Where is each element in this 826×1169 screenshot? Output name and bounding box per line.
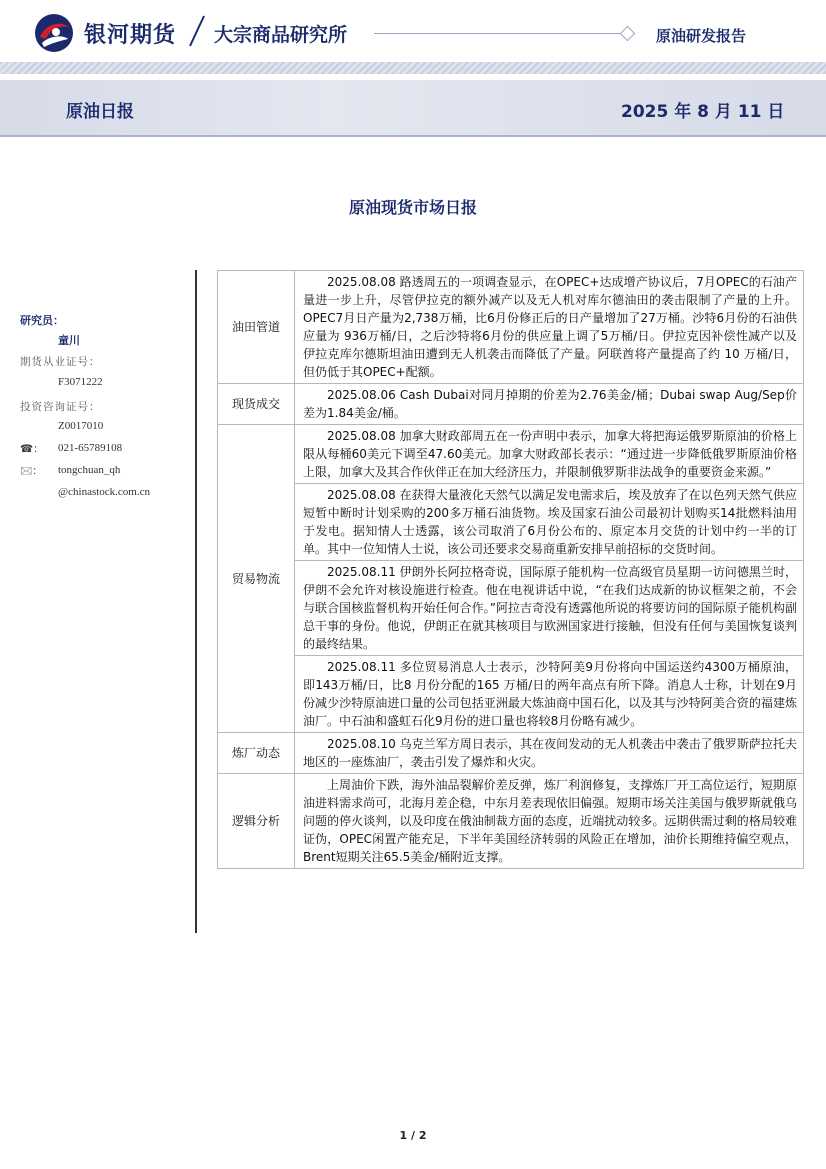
email-line-2: @chinastock.com.cn (58, 486, 150, 498)
content-cell (295, 774, 804, 869)
category-cell: 逻辑分析 (218, 774, 295, 869)
content-cell (295, 561, 804, 656)
content-cell (295, 384, 804, 425)
title-band-rule (0, 135, 826, 137)
category-cell: 炼厂动态 (218, 733, 295, 774)
phone-number: 021-65789108 (58, 442, 123, 454)
doc-type: 原油日报 (66, 102, 134, 122)
news-paragraph: 2025.08.08 在获得大量液化天然气以满足发电需求后，埃及放弃了在以色列天然气供应短暂中断时计划采购的200多万桶石油货物。埃及国家石油公司最初计划购买14批燃料油用于发电。据知情人士透露，该公司取消了6月份公布的、原定本月交货的计划中约一半的订单。其中一位知情人士说，该公司还要求交易商重新安排早前招标的交货时间。 (303, 488, 797, 556)
news-paragraph: 2025.08.11 伊朗外长阿拉格奇说，国际原子能机构一位高级官员星期一访问德黑兰时，伊朗不会允许对核设施进行检查。他在电视讲话中说，“在我们达成新的协议框架之前，不会与联合国核监督机构开始任何合作。”阿拉吉奇没有透露他所说的将要访问的国际原子能机构副总干事的身份。他说，伊朗正在就其核项目与欧洲国家进行接触，但没有任何与美国恢复谈判的最终结果。 (303, 565, 797, 651)
news-paragraph: 2025.08.06 Cash Dubai对同月掉期的价差为2.76美金/桶；Dubai swap Aug/Sep价差为1.84美金/桶。 (303, 388, 797, 420)
invest-label: 投资咨询证号： (20, 401, 101, 413)
galaxy-logo-icon (34, 13, 74, 53)
header-slash (186, 14, 208, 48)
table-row (218, 384, 804, 425)
news-paragraph: 上周油价下跌，海外油品裂解价差反弹，炼厂利润修复，支撑炼厂开工高位运行，短期原油进料需求尚可，北海月差企稳，中东月差表现依旧偏强。短期市场关注美国与俄罗斯就俄乌问题的停火谈判，以及印度在俄油制裁方面的态度，近端扰动较多。远期供需过剩的格局较难证伪，OPEC闲置产能充足，下半年美国经济转弱的风险正在增加，油价长期维持偏空观点，Brent短期关注65.5美金/桶附近支撑。 (303, 778, 797, 864)
content-cell (295, 425, 804, 484)
news-paragraph: 2025.08.08 路透周五的一项调查显示，在OPEC+达成增产协议后，7月OPEC的石油产量进一步上升，尽管伊拉克的额外减产以及无人机对库尔德油田的袭击限制了产量的上升。OPEC7月日产量为2,738万桶，比6月份修正后的日产量增加了27万桶。沙特6月份的石油供应量为 936万桶/日，之后沙特将6月份的供应量上调了5万桶/日。伊拉克因补偿性减产以及伊拉克库尔德斯坦油田遭到无人机袭击而降低了产量。阿联酋将产量提高了约 10 万桶/日，但仍低于其OPEC+配额。 (303, 275, 797, 379)
table-row (218, 425, 804, 484)
table-row (218, 656, 804, 733)
table-row (218, 774, 804, 869)
header-rule (374, 33, 632, 34)
table-row (218, 271, 804, 384)
category-cell: 油田管道 (218, 271, 295, 384)
license-label: 期货从业证号： (20, 356, 101, 368)
news-paragraph: 2025.08.11 多位贸易消息人士表示，沙特阿美9月份将向中国运送约4300万桶原油，即143万桶/日，比8 月份分配的165 万桶/日的两年高点有所下降。消息人士称，计划在9月份减少沙特原油进口量的公司包括亚洲最大炼油商中国石化，以及其与沙特阿美合资的福建炼油厂。中石油和盛虹石化9月份的进口量也将较8月份略有减少。 (303, 660, 797, 728)
content-cell (295, 733, 804, 774)
news-table (217, 270, 804, 869)
report-date: 2025 年 8 月 11 日 (621, 102, 785, 122)
brand-name: 银河期货 (84, 23, 177, 48)
table-row (218, 561, 804, 656)
content-cell (295, 271, 804, 384)
researcher-name: 童川 (58, 334, 80, 347)
email-icon: 🖂： (20, 465, 43, 477)
table-row (218, 484, 804, 561)
page-number: 1 / 2 (399, 1129, 427, 1142)
sidebar-divider (195, 270, 197, 933)
category-cell: 贸易物流 (218, 425, 295, 733)
content-cell (295, 484, 804, 561)
news-paragraph: 2025.08.08 加拿大财政部周五在一份声明中表示，加拿大将把海运俄罗斯原油的价格上限从每桶60美元下调至47.60美元。加拿大财政部长表示：“通过进一步降低俄罗斯原油价格上限，加拿大及其合作伙伴正在加大经济压力，并限制俄罗斯非法战争的重要资金来源。” (303, 429, 797, 479)
license-number: F3071222 (58, 376, 103, 388)
email-line-1: tongchuan_qh (58, 464, 121, 476)
institute-name: 大宗商品研究所 (214, 24, 348, 46)
phone-icon: ☎： (20, 443, 44, 455)
report-type: 原油研发报告 (656, 27, 747, 45)
hatched-band (0, 62, 826, 74)
invest-number: Z0017010 (58, 420, 104, 432)
researcher-label: 研究员： (20, 314, 64, 327)
table-row (218, 733, 804, 774)
news-paragraph: 2025.08.10 乌克兰军方周日表示，其在夜间发动的无人机袭击中袭击了俄罗斯萨拉托夫地区的一座炼油厂，袭击引发了爆炸和火灾。 (303, 737, 797, 769)
category-cell: 现货成交 (218, 384, 295, 425)
report-title: 原油现货市场日报 (348, 198, 477, 217)
content-cell (295, 656, 804, 733)
header-diamond (620, 26, 636, 42)
